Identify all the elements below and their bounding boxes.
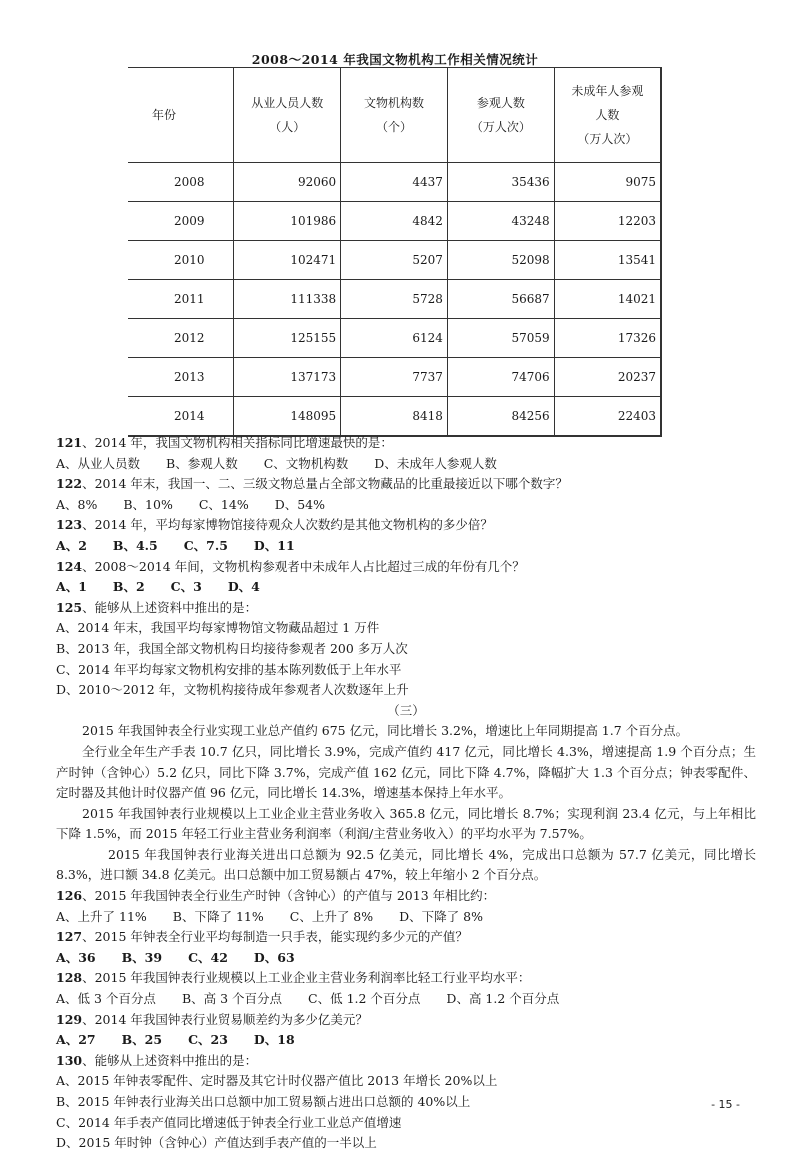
option-c: C、14% [198,496,249,512]
section-heading: （三） [387,702,425,718]
question-number: 123 [56,517,83,533]
option-d: D、63 [253,949,295,965]
question-126-stem: 126、2015 年我国钟表全行业生产时钟（含钟心）的产值与 2013 年相比约： [56,888,496,904]
option-c: C、文物机构数 [263,455,349,471]
option-d: D、2015 年时钟（含钟心）产值达到手表产值的一半以上 [56,1135,377,1151]
question-128-options [56,989,756,1010]
option-d: D、11 [253,537,295,553]
table-cell: 137173 [234,358,341,397]
table-row [128,241,661,280]
table-cell: 2011 [128,280,234,319]
question-124-stem: 124、2008～2014 年间，文物机构参观者中未成年人占比超过三成的年份有几个？ [56,558,525,574]
table-cell: 56687 [447,280,554,319]
question-121-options [56,454,756,475]
question-127-stem: 127、2015 年钟表全行业平均每制造一只手表，能实现约多少元的产值？ [56,929,468,945]
table-header-cell: 从业人员人数 （人） [234,68,341,163]
table-cell: 17326 [554,319,661,358]
table-cell: 57059 [447,319,554,358]
option-c: C、42 [188,949,228,965]
table-cell: 14021 [554,280,661,319]
option-b: B、2013 年，我国全部文物机构日均接待参观者 200 多万人次 [56,640,408,656]
option-a: A、2015 年钟表零配件、定时器及其它计时仪器产值比 2013 年增长 20%以上 [56,1073,498,1089]
option-c: C、低 1.2 个百分点 [308,991,421,1007]
table-cell: 84256 [447,397,554,437]
table-cell: 2010 [128,241,234,280]
table-row [128,358,661,397]
table-cell: 5728 [341,280,448,319]
question-123-options [56,536,756,557]
question-122-stem: 122、2014 年末，我国一、二、三级文物总量占全部文物藏品的比重最接近以下哪个数字？ [56,476,568,492]
option-b: B、高 3 个百分点 [181,991,283,1007]
question-number: 126 [56,888,83,904]
option-a: A、36 [56,949,96,965]
option-d: D、4 [227,579,260,595]
question-number: 130 [56,1052,83,1068]
table-cell: 12203 [554,202,661,241]
option-d: D、高 1.2 个百分点 [446,991,560,1007]
table-header-cell: 文物机构数 （个） [341,68,448,163]
option-c: C、上升了 8% [289,908,374,924]
table-cell: 6124 [341,319,448,358]
table-cell: 20237 [554,358,661,397]
question-124-options [56,577,756,598]
question-122-options [56,495,756,516]
table-cell: 2013 [128,358,234,397]
table-row [128,280,661,319]
question-125-stem: 125、能够从上述资料中推出的是： [56,599,258,615]
table-row [128,397,661,437]
question-number: 129 [56,1011,83,1027]
table-cell: 92060 [234,163,341,202]
table-cell: 148095 [234,397,341,437]
question-128-stem: 128、2015 年我国钟表行业规模以上工业企业主营业务利润率比轻工行业平均水平： [56,970,531,986]
question-129-stem: 129、2014 年我国钟表行业贸易顺差约为多少亿美元？ [56,1011,368,1027]
paragraph: 2015 年我国钟表全行业实现工业总产值约 675 亿元，同比增长 3.2%，增速比上年同期提高 1.7 个百分点。 [82,723,689,739]
option-b: B、2 [112,579,145,595]
table-cell: 4842 [341,202,448,241]
question-130-stem: 130、能够从上述资料中推出的是： [56,1052,258,1068]
question-126-options [56,907,756,928]
table-cell: 8418 [341,397,448,437]
table-cell: 22403 [554,397,661,437]
question-body [56,433,756,1154]
question-number: 127 [56,929,83,945]
option-d: D、下降了 8% [399,908,483,924]
table-cell: 35436 [447,163,554,202]
option-a: A、上升了 11% [56,908,147,924]
option-b: B、25 [121,1032,163,1048]
table-cell: 74706 [447,358,554,397]
option-d: D、2010～2012 年，文物机构接待成年参观者人次数逐年上升 [56,682,409,698]
option-c: C、3 [170,579,202,595]
table-cell: 9075 [554,163,661,202]
option-a: A、8% [56,496,98,512]
table-cell: 43248 [447,202,554,241]
table-row [128,163,661,202]
table-cell: 102471 [234,241,341,280]
option-a: A、低 3 个百分点 [56,991,156,1007]
option-c: C、7.5 [183,537,228,553]
table-cell: 101986 [234,202,341,241]
question-number: 128 [56,970,83,986]
option-a: A、从业人员数 [56,455,141,471]
option-a: A、27 [56,1032,96,1048]
table-cell: 125155 [234,319,341,358]
question-number: 124 [56,558,83,574]
option-a: A、2014 年末，我国平均每家博物馆文物藏品超过 1 万件 [56,620,380,636]
question-121-stem: 121、2014 年，我国文物机构相关指标同比增速最快的是： [56,435,393,450]
table-title: 2008～2014 年我国文物机构工作相关情况统计 [251,52,539,67]
paragraph: 2015 年我国钟表行业规模以上工业企业主营业务收入 365.8 亿元，同比增长 8.7%；实现利润 23.4 亿元，与上年相比下降 1.5%，而 2015 年轻工行业主营业务利润率（利润/主营业务收入）的平均水平为 7.57%。 [56,805,756,842]
table-cell: 2012 [128,319,234,358]
table-cell: 111338 [234,280,341,319]
table-row [128,202,661,241]
option-b: B、4.5 [112,537,158,553]
table-header-cell: 年份 [128,68,234,163]
table-cell: 4437 [341,163,448,202]
table-header-cell: 参观人数 （万人次） [447,68,554,163]
table-header-row [128,68,661,163]
option-b: B、下降了 11% [172,908,264,924]
option-b: B、参观人数 [166,455,238,471]
table-cell: 13541 [554,241,661,280]
table-cell: 52098 [447,241,554,280]
question-number: 125 [56,599,83,615]
option-b: B、39 [121,949,163,965]
table-cell: 5207 [341,241,448,280]
option-a: A、1 [56,579,87,595]
option-a: A、2 [56,537,87,553]
option-c: C、2014 年手表产值同比增速低于钟表全行业工业总产值增速 [56,1114,402,1130]
option-d: D、未成年人参观人数 [374,455,497,471]
table-cell: 2014 [128,397,234,437]
statistics-table [128,67,662,437]
paragraph: 全行业全年生产手表 10.7 亿只，同比增长 3.9%，完成产值约 417 亿元，同比增长 4.3%，增速提高 1.9 个百分点；生产时钟（含钟心）5.2 亿只，同比下降 3.7%，完成产值 162 亿元，同比下降 4.7%，降幅扩大 1.3 个百分点；钟表零配件、定时器及其他计时仪器产值 96 亿元，同比增长 14.3%，增速基本保持上年水平。 [56,743,756,801]
option-b: B、2015 年钟表行业海关出口总额中加工贸易额占进出口总额的 40%以上 [56,1094,471,1109]
page-number: - 15 - [711,1098,740,1111]
table-cell: 7737 [341,358,448,397]
table-header-cell: 未成年人参观 人数 （万人次） [554,68,661,163]
question-123-stem: 123、2014 年，平均每家博物馆接待观众人次数约是其他文物机构的多少倍？ [56,517,493,533]
paragraph: 2015 年我国钟表行业海关进出口总额为 92.5 亿美元，同比增长 4%，完成出口总额为 57.7 亿美元，同比增长 8.3%，进口额 34.8 亿美元。出口总额中加工贸易额占 47%，较上年缩小 2 个百分点。 [56,846,756,883]
option-b: B、10% [123,496,173,512]
question-129-options [56,1030,756,1051]
question-number: 122 [56,476,83,492]
question-number: 121 [56,435,83,450]
table-cell: 2008 [128,163,234,202]
table-cell: 2009 [128,202,234,241]
option-d: D、54% [274,496,326,512]
option-c: C、23 [188,1032,228,1048]
table-row [128,319,661,358]
option-c: C、2014 年平均每家文物机构安排的基本陈列数低于上年水平 [56,661,402,677]
option-d: D、18 [253,1032,295,1048]
question-127-options [56,948,756,969]
